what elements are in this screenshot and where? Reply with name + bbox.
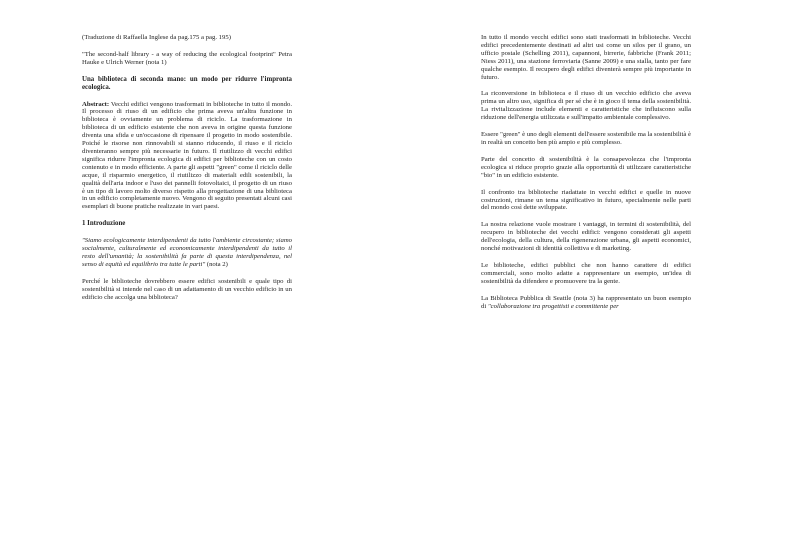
paragraph-7: Le biblioteche, edifici pubblici che non hanno carattere di edifici commerciali, sono molto adatte a rappresentare un esempio, un'idea di sostenibilità da difendere e promuovere tra la gente. xyxy=(481,261,691,285)
paragraph-1: In tutto il mondo vecchi edifici sono stati trasformati in biblioteche. Vecchi edifici precedentemente destinati ad altri usi come un silos per il grano, un ufficio postale (Schelling 2011), capannoni, birrerie, fabbriche (Frank 2011; Niess 2011), una stazione ferroviaria (Sanne 2009) e una stalla, tanto per fare qualche esempio. Il recupero degli edifici diventerà sempre più importante in futuro. xyxy=(481,34,691,81)
paragraph-4: Parte del concetto di sostenibilità è la consapevolezza che l'impronta ecologica si riduce proprio grazie alla opportunità di utilizzare caratteristiche "bio" in un edificio esistente. xyxy=(481,155,691,179)
right-column xyxy=(481,34,691,319)
abstract-text: Vecchi edifici vengono trasformati in biblioteche in tutto il mondo. Il processo di riuso di un edificio che prima aveva un'altra funzione in biblioteca è ovviamente un problema di riciclo. La trasformazione in biblioteca di un edificio esistente che non aveva in origine questa funzione diventa una sfida e un'occasione di ripensare il progetto in modo sostenibile. Poiché le risorse non rinnovabili si stanno riducendo, il riuso e il riciclo diventeranno sempre più necessarie in futuro. Il riutilizzo di vecchi edifici significa ridurre l'impronta ecologica di edifici per biblioteche con un costo contenuto e in modo efficiente. A parte gli aspetti "green" come il riciclo delle acque, il risparmio energetico, il riutilizzo di materiali edili sostenibili, la qualità dell'aria indoor e l'uso dei pannelli fotovoltaici, il progetto di un riuso è un tipo di lavoro molto diverso rispetto alla progettazione di una biblioteca in un edificio completamente nuovo. Vengono di seguito presentati alcuni casi esemplari di buone pratiche realizzate in vari paesi. xyxy=(82,100,292,211)
paragraph-8 xyxy=(481,295,691,311)
article-title: Una biblioteca di seconda mano: un modo per ridurre l'impronta ecologica. xyxy=(82,75,292,91)
paragraph-5: Il confronto tra biblioteche riadattate in vecchi edifici e quelle in nuove costruzioni, rimane un tema significativo in futuro, specialmente nelle parti del mondo così dette sviluppate. xyxy=(481,188,691,212)
abstract-paragraph xyxy=(82,101,292,212)
source-title: "The second-half library - a way of reducing the ecological footprint" Petra Hauke e Ulrich Werner (nota 1) xyxy=(82,50,292,66)
section-heading: 1 Introduzione xyxy=(82,220,126,228)
abstract-label: Abstract: xyxy=(82,100,110,108)
quote-note: (nota 2) xyxy=(205,260,228,268)
paragraph-8-start: La Biblioteca Pubblica di Seattle (nota 3) ha rappresentato un buon esempio di xyxy=(481,294,691,310)
question-paragraph: Perché le biblioteche dovrebbero essere edifici sostenibili e quale tipo di sostenibilità si intende nel caso di un adattamento di un vecchio edificio in un edificio che accolga una biblioteca? xyxy=(82,277,292,301)
paragraph-8-italic: "collaborazione tra progettisti e committente per xyxy=(487,302,619,310)
left-column xyxy=(82,34,292,310)
paragraph-6: La nostra relazione vuole mostrare i vantaggi, in termini di sostenibilità, del recupero in biblioteche dei vecchi edifici: vengono considerati gli aspetti dell'ecologia, della cultura, della rigenerazione urbana, gli aspetti economici, nonché motivazioni di identità collettiva e di marketing. xyxy=(481,221,691,253)
quote-paragraph xyxy=(82,237,292,269)
quote-text: "Siamo ecologicamente interdipendenti da tutto l'ambiente circostante; siamo socialmente, culturalmente ed economicamente interdipendenti da tutto il resto dell'umanità; la sostenibilità fa parte di questa interdipendenza, nel senso di equità ed equilibrio tra tutte le parti" xyxy=(82,237,292,268)
paragraph-2: La riconversione in biblioteca e il riuso di un vecchio edificio che aveva prima un altro uso, significa di per sé che è in gioco il tema della sostenibilità. La rivitalizzazione include elementi e caratteristiche che influiscono sulla riduzione dell'energia utilizzata e sull'impatto ambientale complessivo. xyxy=(481,90,691,122)
translation-note: (Traduzione di Raffaella Inglese da pag.175 a pag. 195) xyxy=(82,34,231,41)
paragraph-3: Essere "green" è uno degli elementi dell'essere sostenibile ma la sostenibilità è in realtà un concetto ben più ampio e più complesso. xyxy=(481,131,692,146)
